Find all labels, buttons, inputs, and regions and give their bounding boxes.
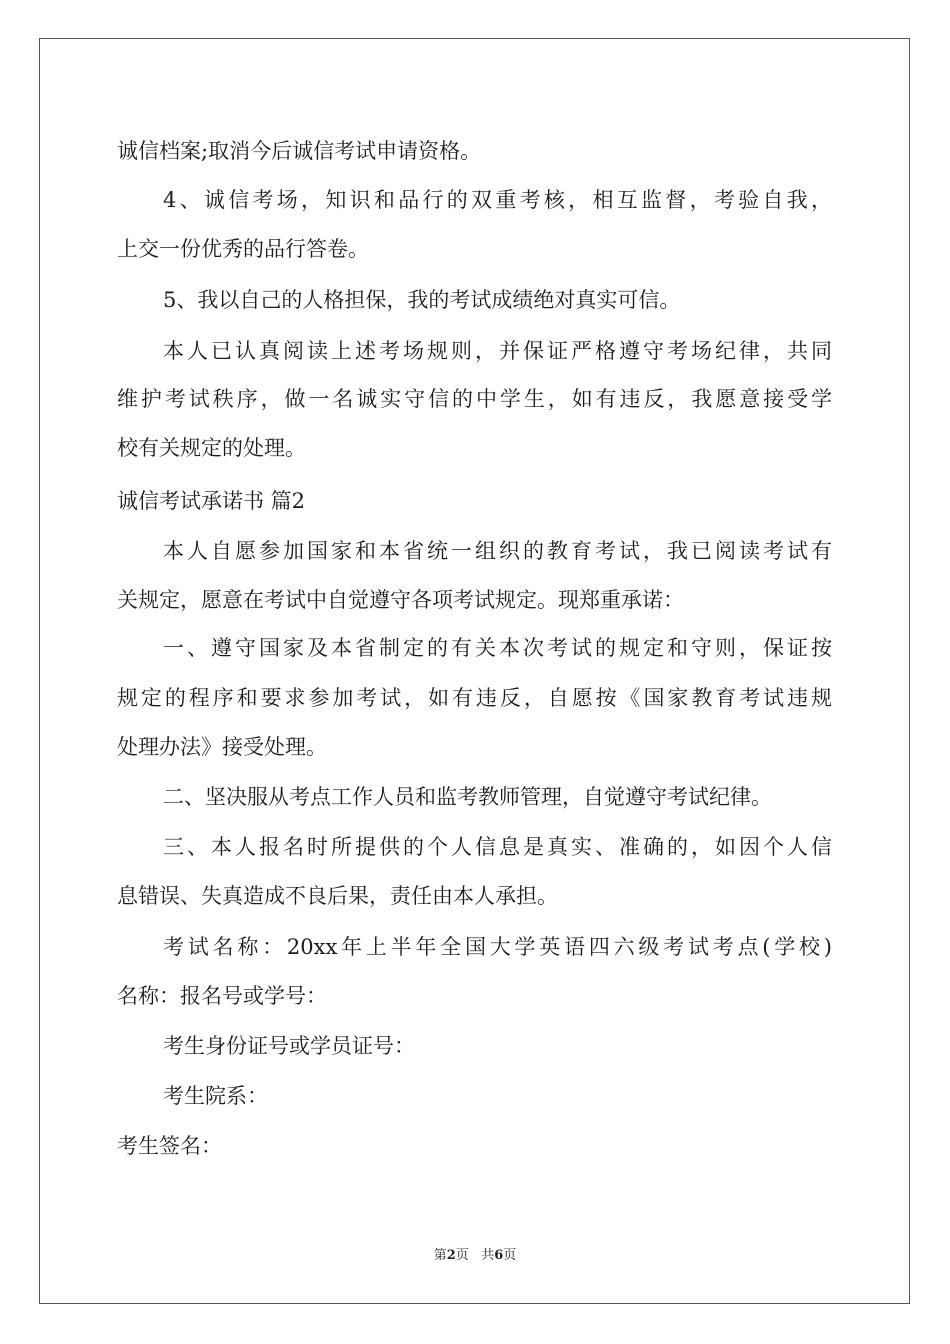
text-line: 一、遵守国家及本省制定的有关本次考试的规定和守则，保证按 [163,636,832,660]
section-heading: 诚信考试承诺书 篇2 [117,489,306,513]
form-field-label: 考生院系： [163,1084,268,1108]
text-line: 息错误、失真造成不良后果，责任由本人承担。 [117,884,558,908]
text-line: 诚信档案;取消今后诚信考试申请资格。 [117,139,482,163]
page-border [39,38,910,1304]
footer-total-pages: 6 [494,1248,504,1263]
text-line: 处理办法》接受处理。 [117,735,327,759]
text-line: 校有关规定的处理。 [117,436,306,460]
text-line: 关规定，愿意在考试中自觉遵守各项考试规定。现郑重承诺： [117,588,684,612]
footer-prefix: 第 [433,1248,447,1263]
footer-page-number: 2 [446,1248,456,1263]
text-line: 本人自愿参加国家和本省统一组织的教育考试，我已阅读考试有 [163,539,832,563]
footer-total-unit: 页 [503,1248,517,1263]
form-field-label: 考生签名： [117,1134,222,1158]
text-line: 本人已认真阅读上述考场规则，并保证严格遵守考场纪律，共同 [163,339,832,363]
footer-total-prefix: 共 [481,1248,495,1263]
footer-page-unit: 页 [455,1248,469,1263]
text-line: 规定的程序和要求参加考试，如有违反，自愿按《国家教育考试违规 [117,686,832,710]
text-line: 4、诚信考场，知识和品行的双重考核，相互监督，考验自我， [163,188,832,212]
text-line: 二、坚决服从考点工作人员和监考教师管理，自觉遵守考试纪律。 [163,785,772,809]
form-field-label: 考生身份证号或学员证号： [163,1034,415,1058]
text-line: 三、本人报名时所提供的个人信息是真实、准确的，如因个人信 [163,835,832,859]
text-line: 名称：报名号或学号： [117,984,327,1008]
page-footer [0,1247,950,1265]
text-line: 5、我以自己的人格担保，我的考试成绩绝对真实可信。 [163,288,681,312]
text-line: 考试名称：20xx年上半年全国大学英语四六级考试考点(学校) [163,935,832,959]
text-line: 上交一份优秀的品行答卷。 [117,237,369,261]
text-line: 维护考试秩序，做一名诚实守信的中学生，如有违反，我愿意接受学 [117,387,832,411]
